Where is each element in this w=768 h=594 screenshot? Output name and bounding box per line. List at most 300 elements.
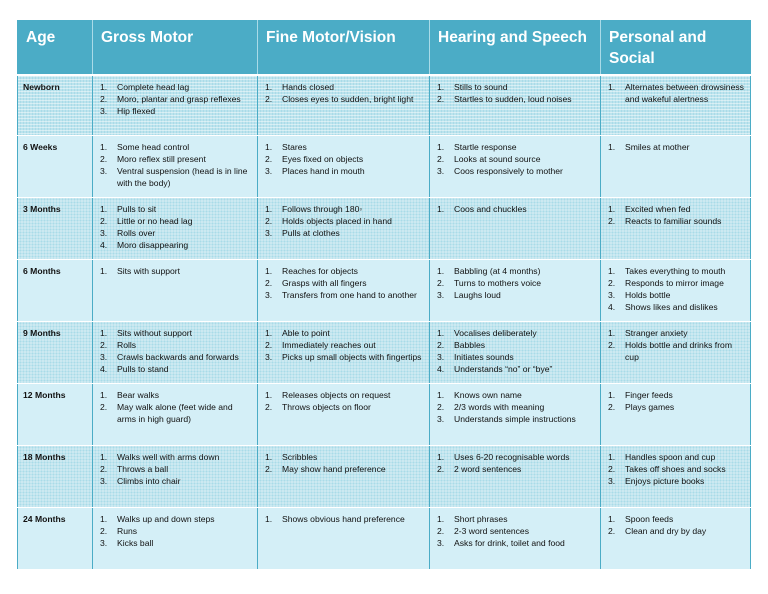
list-item	[264, 327, 425, 339]
milestone-list	[99, 451, 253, 487]
gross-motor-cell	[93, 135, 258, 197]
fine-motor-vision-cell	[258, 197, 430, 259]
age-cell: 18 Months	[18, 445, 93, 507]
list-number: 2.	[608, 401, 616, 412]
milestone-text: Walks well with arms down	[117, 451, 220, 462]
hearing-speech-cell	[430, 197, 601, 259]
milestone-list	[264, 513, 425, 525]
milestone-list	[99, 203, 253, 251]
milestone-text: Reaches for objects	[282, 265, 358, 276]
list-item	[436, 153, 596, 165]
header-fine-motor-vision: Fine Motor/Vision	[258, 20, 430, 75]
milestone-list	[607, 451, 746, 487]
milestone-list	[264, 451, 425, 475]
list-item	[264, 165, 425, 177]
milestone-text: May walk alone (feet wide and arms in high guard)	[117, 401, 233, 424]
list-number: 1.	[608, 327, 616, 338]
milestone-list	[607, 265, 746, 313]
list-number: 2.	[437, 525, 445, 536]
list-item	[436, 165, 596, 177]
list-item	[264, 227, 425, 239]
milestone-list	[99, 265, 253, 277]
list-item	[264, 203, 425, 215]
milestone-text: Initiates sounds	[454, 351, 514, 362]
list-item	[99, 93, 253, 105]
personal-social-cell	[601, 507, 751, 569]
fine-motor-vision-cell	[258, 383, 430, 445]
list-number: 1.	[437, 451, 445, 462]
list-item	[99, 215, 253, 227]
list-number: 2.	[265, 339, 273, 350]
list-item	[264, 153, 425, 165]
list-number: 1.	[100, 82, 108, 92]
list-number: 2.	[608, 525, 616, 536]
list-item	[99, 227, 253, 239]
list-item	[607, 203, 746, 215]
list-item	[607, 289, 746, 301]
list-number: 1.	[265, 141, 273, 152]
list-number: 1.	[100, 513, 108, 524]
list-number: 2.	[608, 215, 616, 226]
milestone-list	[607, 203, 746, 227]
list-number: 1.	[437, 265, 445, 276]
milestone-list	[436, 389, 596, 425]
milestone-list	[436, 327, 596, 375]
fine-motor-vision-cell	[258, 135, 430, 197]
list-number: 3.	[265, 165, 273, 176]
list-number: 2.	[437, 463, 445, 474]
milestone-text: Startle response	[454, 141, 517, 152]
milestone-list	[264, 141, 425, 177]
fine-motor-vision-cell	[258, 445, 430, 507]
milestone-text: Pulls at clothes	[282, 227, 340, 238]
list-item	[607, 475, 746, 487]
list-number: 3.	[437, 413, 445, 424]
table-row	[18, 383, 751, 445]
list-item	[436, 277, 596, 289]
milestone-list	[99, 327, 253, 375]
milestone-text: Coos responsively to mother	[454, 165, 563, 176]
list-number: 2.	[100, 339, 108, 350]
list-number: 1.	[100, 451, 108, 462]
list-item	[99, 265, 253, 277]
milestone-text: Picks up small objects with fingertips	[282, 351, 422, 362]
milestone-list	[607, 513, 746, 537]
list-number: 2.	[265, 463, 273, 474]
age-cell: 9 Months	[18, 321, 93, 383]
list-item	[99, 141, 253, 153]
milestone-text: Holds bottle and drinks from cup	[625, 339, 732, 362]
list-number: 1.	[100, 141, 108, 152]
list-item	[436, 537, 596, 549]
list-number: 1.	[437, 141, 445, 152]
list-item	[99, 451, 253, 463]
milestone-text: Handles spoon and cup	[625, 451, 716, 462]
milestone-text: Releases objects on request	[282, 389, 391, 400]
milestone-text: Looks at sound source	[454, 153, 541, 164]
milestone-text: May show hand preference	[282, 463, 386, 474]
list-item	[436, 463, 596, 475]
table-row	[18, 507, 751, 569]
milestone-text: Knows own name	[454, 389, 522, 400]
list-item	[436, 265, 596, 277]
milestone-list	[264, 389, 425, 413]
list-number: 1.	[608, 141, 616, 152]
header-personal-social: Personal and Social	[601, 20, 751, 75]
list-number: 4.	[437, 363, 445, 374]
age-cell: 3 Months	[18, 197, 93, 259]
list-number: 3.	[608, 475, 616, 486]
milestone-text: Pulls to sit	[117, 203, 157, 214]
milestone-list	[436, 81, 596, 105]
list-item	[607, 525, 746, 537]
milestone-text: Bear walks	[117, 389, 160, 400]
list-item	[264, 289, 425, 301]
list-item	[99, 513, 253, 525]
list-number: 2.	[608, 277, 616, 288]
list-item	[436, 389, 596, 401]
list-number: 1.	[437, 389, 445, 400]
list-item	[264, 463, 425, 475]
list-number: 2.	[100, 463, 108, 474]
milestone-text: Moro disappearing	[117, 239, 189, 250]
list-item	[264, 265, 425, 277]
table-row	[18, 445, 751, 507]
age-cell: 6 Months	[18, 259, 93, 321]
list-item	[607, 451, 746, 463]
list-number: 2.	[100, 525, 108, 536]
list-item	[99, 537, 253, 549]
table-row	[18, 135, 751, 197]
personal-social-cell	[601, 135, 751, 197]
list-number: 3.	[100, 165, 108, 176]
table-row	[18, 75, 751, 135]
list-number: 1.	[265, 82, 273, 92]
list-item	[264, 451, 425, 463]
list-item	[436, 289, 596, 301]
list-item	[99, 389, 253, 401]
list-item	[607, 265, 746, 277]
list-number: 1.	[608, 451, 616, 462]
list-item	[264, 351, 425, 363]
milestone-text: Holds objects placed in hand	[282, 215, 392, 226]
list-number: 1.	[608, 265, 616, 276]
personal-social-cell	[601, 75, 751, 135]
list-number: 1.	[437, 82, 445, 92]
milestone-text: Spoon feeds	[625, 513, 674, 524]
hearing-speech-cell	[430, 135, 601, 197]
table-header	[18, 20, 751, 75]
gross-motor-cell	[93, 383, 258, 445]
header-age: Age	[18, 20, 93, 75]
gross-motor-cell	[93, 75, 258, 135]
list-item	[436, 363, 596, 375]
gross-motor-cell	[93, 321, 258, 383]
milestone-text: Hip flexed	[117, 106, 156, 116]
milestone-text: Startles to sudden, loud noises	[454, 94, 572, 104]
milestone-text: Some head control	[117, 141, 190, 152]
milestone-list	[264, 265, 425, 301]
milestone-text: Complete head lag	[117, 82, 190, 92]
list-item	[436, 339, 596, 351]
milestone-text: Throws a ball	[117, 463, 169, 474]
milestone-text: Takes off shoes and socks	[625, 463, 726, 474]
list-number: 1.	[608, 389, 616, 400]
personal-social-cell	[601, 383, 751, 445]
list-number: 3.	[265, 289, 273, 300]
milestone-text: Turns to mothers voice	[454, 277, 542, 288]
list-number: 1.	[100, 389, 108, 400]
list-item	[436, 401, 596, 413]
list-number: 2.	[437, 277, 445, 288]
milestone-text: Shows obvious hand preference	[282, 513, 405, 524]
milestone-text: Grasps with all fingers	[282, 277, 367, 288]
milestone-list	[436, 141, 596, 177]
list-number: 1.	[265, 327, 273, 338]
age-cell: 24 Months	[18, 507, 93, 569]
milestone-text: Babbles	[454, 339, 486, 350]
list-number: 1.	[100, 327, 108, 338]
list-item	[607, 215, 746, 227]
list-number: 2.	[100, 215, 108, 226]
list-item	[436, 525, 596, 537]
personal-social-cell	[601, 445, 751, 507]
milestone-text: Sits with support	[117, 265, 181, 276]
milestone-list	[264, 81, 425, 105]
personal-social-cell	[601, 197, 751, 259]
list-number: 1.	[265, 513, 273, 524]
list-item	[436, 141, 596, 153]
milestone-text: Babbling (at 4 months)	[454, 265, 541, 276]
list-number: 3.	[100, 106, 108, 116]
milestone-text: Stares	[282, 141, 307, 152]
list-number: 3.	[437, 289, 445, 300]
fine-motor-vision-cell	[258, 75, 430, 135]
list-item	[264, 389, 425, 401]
list-number: 1.	[100, 203, 108, 214]
list-number: 1.	[608, 82, 616, 92]
list-number: 2.	[100, 153, 108, 164]
list-number: 2.	[608, 463, 616, 474]
hearing-speech-cell	[430, 259, 601, 321]
list-item	[99, 165, 253, 189]
list-item	[264, 277, 425, 289]
header-row	[18, 20, 751, 75]
milestone-text: Ventral suspension (head is in line with the body)	[117, 165, 248, 188]
list-number: 2.	[265, 277, 273, 288]
list-number: 2.	[437, 153, 445, 164]
milestone-text: Understands “no” or “bye”	[454, 363, 553, 374]
milestone-text: Plays games	[625, 401, 675, 412]
list-number: 4.	[100, 239, 108, 250]
milestone-text: Vocalises deliberately	[454, 327, 537, 338]
milestone-list	[264, 203, 425, 239]
milestone-text: Short phrases	[454, 513, 508, 524]
hearing-speech-cell	[430, 321, 601, 383]
milestone-text: Stills to sound	[454, 82, 508, 92]
milestone-text: Kicks ball	[117, 537, 154, 548]
list-item	[607, 277, 746, 289]
hearing-speech-cell	[430, 383, 601, 445]
milestone-text: 2/3 words with meaning	[454, 401, 545, 412]
list-item	[99, 475, 253, 487]
list-item	[607, 301, 746, 313]
list-number: 2.	[265, 153, 273, 164]
milestone-text: Runs	[117, 525, 138, 536]
milestones-table	[17, 20, 751, 570]
list-item	[264, 81, 425, 93]
list-number: 1.	[265, 203, 273, 214]
gross-motor-cell	[93, 259, 258, 321]
milestone-text: Responds to mirror image	[625, 277, 724, 288]
milestone-text: Immediately reaches out	[282, 339, 376, 350]
header-hearing-speech: Hearing and Speech	[430, 20, 601, 75]
milestone-list	[436, 203, 596, 215]
fine-motor-vision-cell	[258, 507, 430, 569]
list-number: 2.	[100, 94, 108, 104]
milestone-list	[607, 327, 746, 363]
milestone-list	[99, 513, 253, 549]
list-item	[99, 105, 253, 117]
list-number: 2.	[437, 339, 445, 350]
milestone-text: Understands simple instructions	[454, 413, 576, 424]
table-row	[18, 321, 751, 383]
list-number: 2.	[437, 94, 445, 104]
list-number: 2.	[100, 401, 108, 412]
list-item	[99, 153, 253, 165]
list-item	[99, 239, 253, 251]
gross-motor-cell	[93, 197, 258, 259]
fine-motor-vision-cell	[258, 321, 430, 383]
list-item	[99, 339, 253, 351]
milestone-text: Moro, plantar and grasp reflexes	[117, 94, 241, 104]
list-item	[99, 351, 253, 363]
list-number: 3.	[265, 227, 273, 238]
list-item	[436, 451, 596, 463]
list-number: 2.	[608, 339, 616, 350]
milestone-list	[264, 327, 425, 363]
milestone-text: Walks up and down steps	[117, 513, 215, 524]
list-item	[264, 401, 425, 413]
milestone-list	[99, 81, 253, 117]
list-item	[99, 81, 253, 93]
list-item	[607, 339, 746, 363]
personal-social-cell	[601, 321, 751, 383]
list-item	[99, 327, 253, 339]
milestone-text: Stranger anxiety	[625, 327, 688, 338]
list-item	[607, 463, 746, 475]
list-item	[607, 513, 746, 525]
milestone-text: Laughs loud	[454, 289, 501, 300]
age-cell: Newborn	[18, 75, 93, 135]
list-item	[264, 215, 425, 227]
milestone-text: Rolls	[117, 339, 137, 350]
list-number: 4.	[608, 301, 616, 312]
table-row	[18, 197, 751, 259]
list-number: 4.	[100, 363, 108, 374]
list-number: 3.	[437, 351, 445, 362]
milestone-list	[99, 141, 253, 189]
list-item	[99, 401, 253, 425]
list-item	[264, 93, 425, 105]
list-item	[436, 93, 596, 105]
milestone-list	[607, 389, 746, 413]
milestone-list	[99, 389, 253, 425]
milestone-text: Clean and dry by day	[625, 525, 707, 536]
list-number: 1.	[265, 389, 273, 400]
milestone-text: Smiles at mother	[625, 141, 690, 152]
list-item	[264, 513, 425, 525]
list-item	[99, 203, 253, 215]
list-number: 3.	[100, 475, 108, 486]
milestone-text: Reacts to familiar sounds	[625, 215, 722, 226]
milestone-text: 2 word sentences	[454, 463, 522, 474]
list-number: 3.	[437, 165, 445, 176]
milestone-text: Able to point	[282, 327, 330, 338]
milestone-text: Eyes fixed on objects	[282, 153, 364, 164]
milestone-list	[607, 81, 746, 105]
milestone-text: Crawls backwards and forwards	[117, 351, 239, 362]
milestone-text: Moro reflex still present	[117, 153, 206, 164]
milestone-text: Transfers from one hand to another	[282, 289, 417, 300]
milestone-list	[436, 451, 596, 475]
list-number: 1.	[100, 265, 108, 276]
list-item	[264, 339, 425, 351]
milestone-text: Throws objects on floor	[282, 401, 371, 412]
list-item	[99, 363, 253, 375]
list-number: 2.	[265, 401, 273, 412]
list-item	[607, 141, 746, 153]
list-number: 2.	[437, 401, 445, 412]
table-row	[18, 259, 751, 321]
milestone-text: Places hand in mouth	[282, 165, 365, 176]
milestone-text: Climbs into chair	[117, 475, 181, 486]
milestone-text: Closes eyes to sudden, bright light	[282, 94, 414, 104]
list-number: 1.	[265, 265, 273, 276]
age-cell: 12 Months	[18, 383, 93, 445]
list-number: 1.	[437, 203, 445, 214]
list-number: 3.	[265, 351, 273, 362]
hearing-speech-cell	[430, 75, 601, 135]
milestone-text: Rolls over	[117, 227, 156, 238]
gross-motor-cell	[93, 445, 258, 507]
milestone-list	[436, 513, 596, 549]
milestone-list	[436, 265, 596, 301]
list-item	[436, 413, 596, 425]
milestone-text: Pulls to stand	[117, 363, 169, 374]
milestone-text: Shows likes and dislikes	[625, 301, 718, 312]
list-item	[264, 141, 425, 153]
list-item	[99, 463, 253, 475]
milestone-text: Finger feeds	[625, 389, 673, 400]
list-number: 2.	[265, 94, 273, 104]
list-number: 3.	[100, 537, 108, 548]
milestone-list	[607, 141, 746, 153]
list-number: 1.	[437, 327, 445, 338]
milestone-text: Excited when fed	[625, 203, 691, 214]
milestone-text: Coos and chuckles	[454, 203, 527, 214]
list-number: 3.	[100, 351, 108, 362]
milestone-text: Enjoys picture books	[625, 475, 705, 486]
hearing-speech-cell	[430, 445, 601, 507]
milestone-text: Uses 6-20 recognisable words	[454, 451, 570, 462]
milestone-text: Asks for drink, toilet and food	[454, 537, 565, 548]
hearing-speech-cell	[430, 507, 601, 569]
milestone-text: 2-3 word sentences	[454, 525, 529, 536]
list-number: 1.	[437, 513, 445, 524]
gross-motor-cell	[93, 507, 258, 569]
list-item	[436, 327, 596, 339]
